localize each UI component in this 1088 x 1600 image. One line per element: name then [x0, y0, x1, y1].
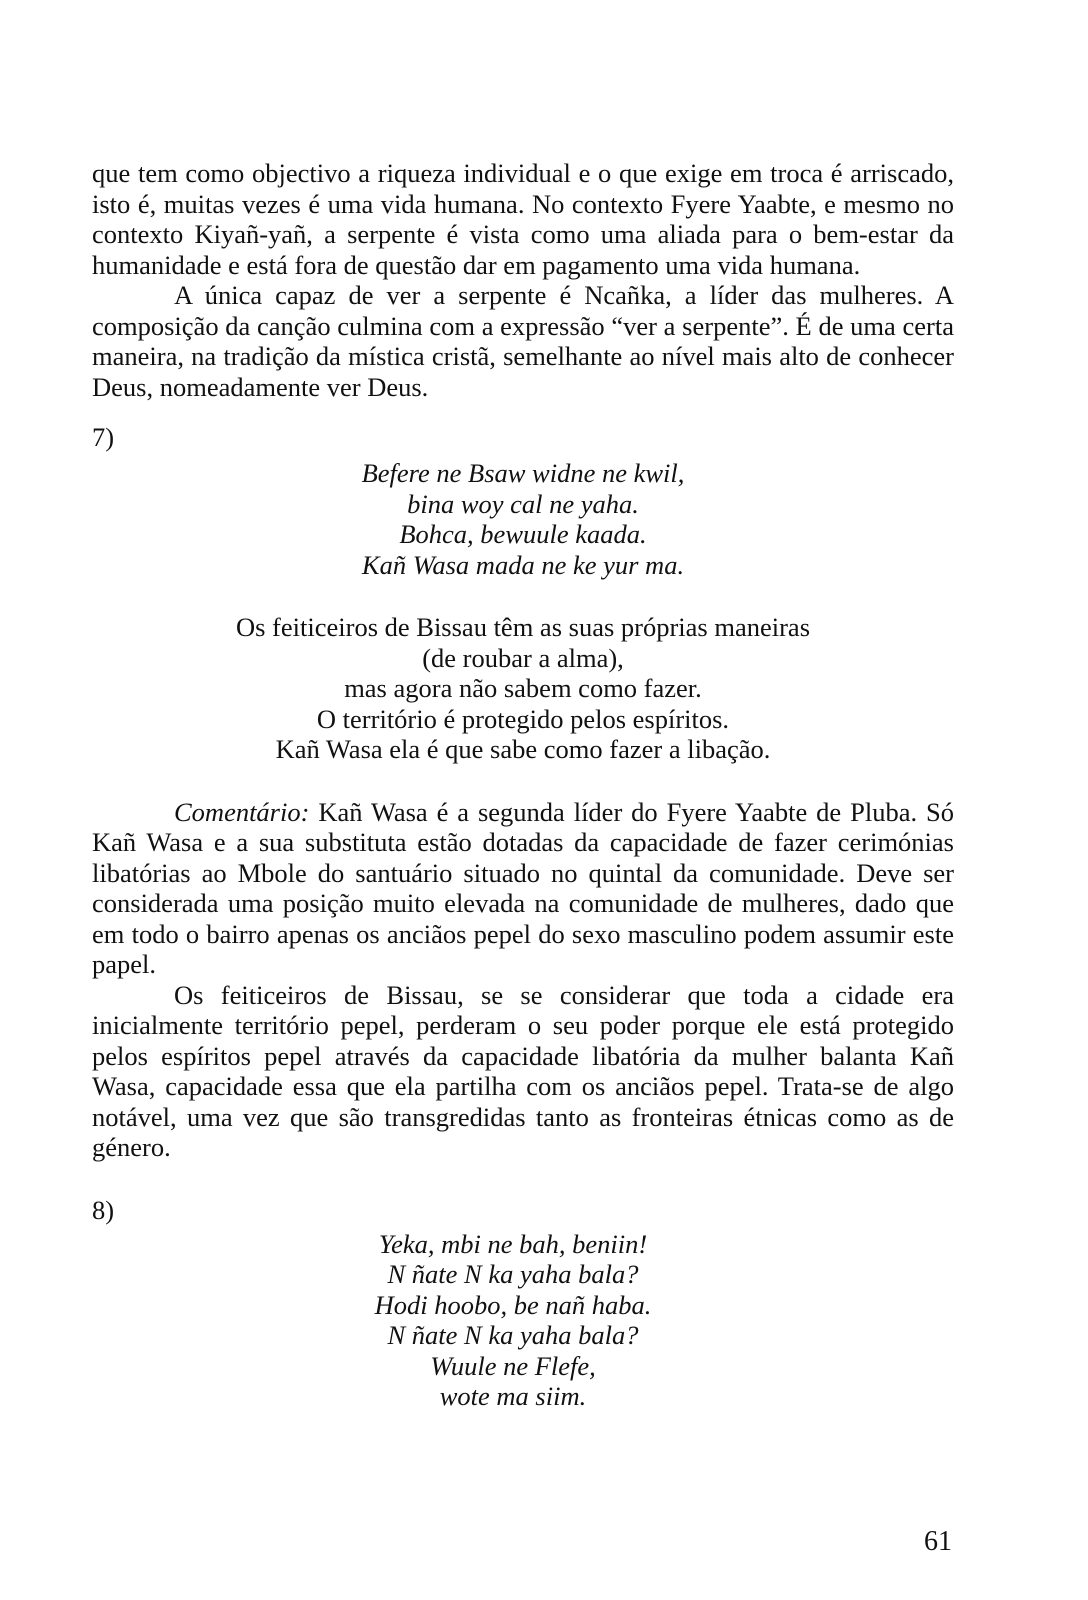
- verse-line: wote ma siim.: [439, 1381, 587, 1411]
- song8-original-verse: [72, 1229, 954, 1412]
- verse-line: N ñate N ka yaha bala?: [387, 1259, 639, 1289]
- song7-translation-verse: [92, 612, 954, 765]
- verse-line: Bohca, bewuule kaada.: [399, 519, 647, 549]
- verse-line: Wuule ne Flefe,: [430, 1350, 596, 1381]
- translation-line: Kañ Wasa ela é que sabe como fazer a libação.: [275, 734, 771, 764]
- translation-line: O território é protegido pelos espíritos.: [316, 703, 730, 734]
- verse-line: bina woy cal ne yaha.: [407, 488, 639, 519]
- translation-line: (de roubar a alma),: [422, 642, 624, 673]
- comment-label: Comentário:: [174, 796, 310, 827]
- translation-line: mas agora não sabem como fazer.: [344, 673, 702, 703]
- page-content: [92, 158, 954, 1412]
- verse-line: N ñate N ka yaha bala?: [387, 1320, 639, 1350]
- translation-line: Os feiticeiros de Bissau têm as suas próprias maneiras: [235, 612, 811, 642]
- verse-line: Yeka, mbi ne bah, beniin!: [378, 1228, 648, 1259]
- comment-paragraph: [92, 797, 954, 980]
- song-number-7: 7): [92, 422, 115, 452]
- paragraph-serpent: A única capaz de ver a serpente é Ncañka, a líder das mulheres. A composição da canção culmina com a expressão “ver a serpente”. É de uma certa maneira, na tradição da mística cristã, semelhante ao nível mais alto de conhecer Deus, nomeadamente ver Deus.: [92, 280, 954, 402]
- verse-line: Hodi hoobo, be nañ haba.: [374, 1289, 652, 1320]
- verse-line: Befere ne Bsaw widne ne kwil,: [361, 458, 685, 488]
- paragraph-intro: que tem como objectivo a riqueza individual e o que exige em troca é arriscado, isto é, muitas vezes é uma vida humana. No contexto Fyere Yaabte, e mesmo no contexto Kiyañ-yañ, a serpente é vista como uma aliada para o bem-estar da humanidade e está fora de questão dar em pagamento uma vida humana.: [92, 158, 954, 280]
- comment-text: Kañ Wasa é a segunda líder do Fyere Yaabte de Pluba. Só Kañ Wasa e a sua substituta estão dotadas da capacidade de fazer cerimónias libatórias ao Mbole do santuário situado no quintal da comunidade. Deve ser considerada uma posição muito elevada na comunidade de mulheres, dado que em todo o bairro apenas os anciãos pepel do sexo masculino podem assumir este papel.: [92, 796, 954, 979]
- comment-paragraph-2: Os feiticeiros de Bissau, se se considerar que toda a cidade era inicialmente território pepel, perderam o seu poder porque ele está protegido pelos espíritos pepel através da capacidade libatória da mulher balanta Kañ Wasa, capacidade essa que ela partilha com os anciãos pepel. Trata-se de algo notável, uma vez que são transgredidas tanto as fronteiras étnicas como as de género.: [92, 979, 954, 1162]
- page-number: 61: [924, 1526, 952, 1557]
- song-number-8: 8): [92, 1194, 115, 1225]
- verse-line: Kañ Wasa mada ne ke yur ma.: [361, 549, 685, 580]
- song7-original-verse: [92, 458, 954, 580]
